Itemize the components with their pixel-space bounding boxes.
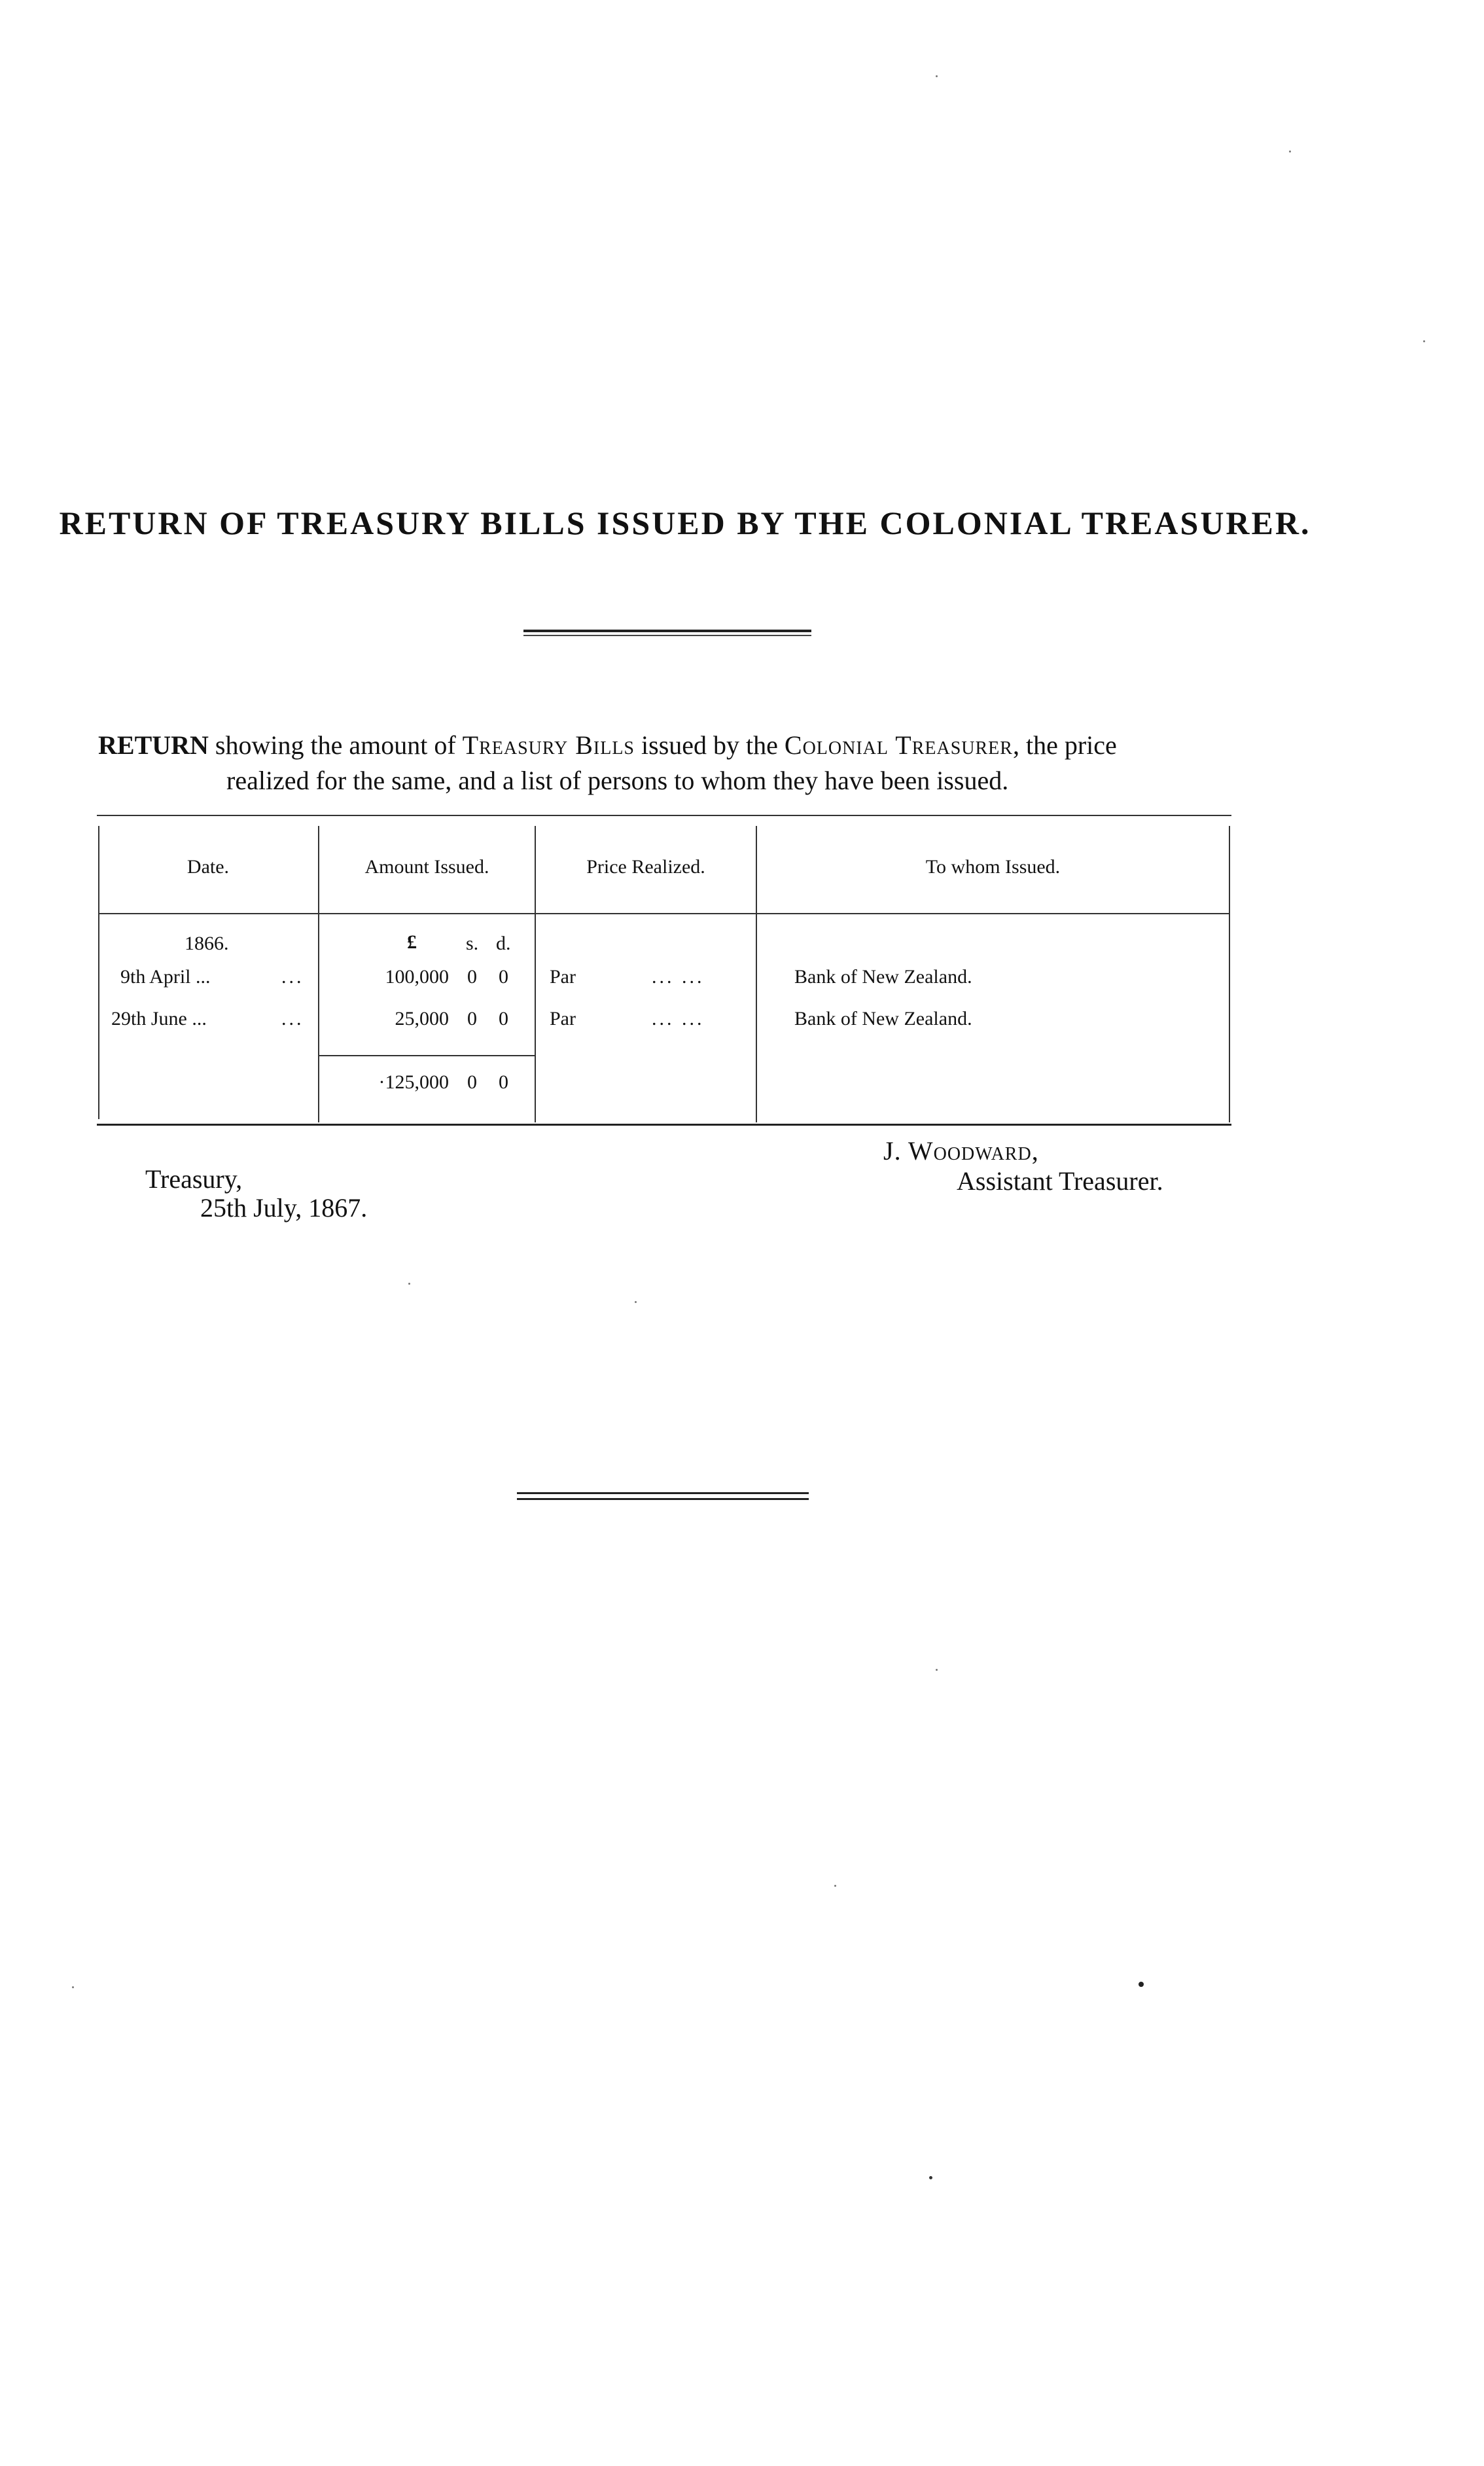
total-amount: ·125,000: [378, 1071, 449, 1093]
total-shillings: 0: [467, 1071, 477, 1093]
scan-speck: [1423, 340, 1425, 342]
row-1-date-dots: ...: [281, 966, 304, 988]
row-2-recipient: Bank of New Zealand.: [794, 1008, 972, 1029]
place-label: Treasury,: [145, 1164, 243, 1194]
row-2-amount: 25,000: [395, 1008, 449, 1029]
amount-total-rule: [319, 1055, 535, 1056]
row-2-date: 29th June ...: [111, 1008, 207, 1029]
header-date: Date.: [186, 856, 230, 878]
row-1-recipient: Bank of New Zealand.: [794, 966, 972, 988]
title-divider: [523, 630, 811, 636]
scan-speck: [72, 1986, 74, 1988]
intro-line-2: realized for the same, and a list of persons to whom they have been issued.: [226, 766, 1009, 795]
scan-speck: [936, 1669, 938, 1671]
row-2-date-dots: ...: [281, 1008, 304, 1029]
intro-lead: RETURN: [98, 730, 209, 760]
total-pence: 0: [499, 1071, 508, 1093]
place-date-block: [145, 1165, 367, 1223]
header-price-realized: Price Realized.: [586, 856, 705, 878]
row-1-price-dots: ... ...: [652, 966, 705, 988]
signature-block: [883, 1136, 1163, 1196]
pounds-unit: £: [407, 931, 417, 953]
year-label: 1866.: [185, 933, 229, 954]
row-1-pence: 0: [499, 966, 508, 988]
row-1-amount: 100,000: [385, 966, 449, 988]
table-right-rule: [1229, 826, 1230, 1122]
scan-speck: [1139, 1982, 1144, 1987]
row-1-shillings: 0: [467, 966, 477, 988]
row-2-price-dots: ... ...: [652, 1008, 705, 1029]
row-2-pence: 0: [499, 1008, 508, 1029]
scan-speck: [1289, 151, 1291, 152]
row-2-price: Par: [550, 1008, 576, 1029]
date-label: 25th July, 1867.: [200, 1193, 368, 1223]
header-amount-issued: Amount Issued.: [364, 856, 489, 878]
intro-paragraph: [98, 728, 1237, 798]
page-title: RETURN OF TREASURY BILLS ISSUED BY THE COLONIAL TREASURER.: [59, 505, 1311, 541]
row-1-date: 9th April ...: [120, 966, 211, 988]
scan-speck: [936, 75, 938, 77]
row-2-shillings: 0: [467, 1008, 477, 1029]
intro-colonial-treasurer: Colonial Treasurer: [784, 730, 1013, 760]
scan-speck: [929, 2176, 932, 2179]
row-1-price: Par: [550, 966, 576, 988]
pence-unit: d.: [496, 933, 511, 954]
signatory-role: Assistant Treasurer.: [957, 1166, 1163, 1196]
scan-speck: [408, 1283, 410, 1285]
intro-text-3: , the price: [1012, 730, 1117, 760]
signatory-name: J. Woodward,: [883, 1136, 1039, 1166]
intro-text-2: issued by the: [635, 730, 785, 760]
scan-speck: [635, 1301, 637, 1303]
header-to-whom-issued: To whom Issued.: [925, 856, 1061, 878]
intro-treasury-bills: Treasury Bills: [462, 730, 635, 760]
scan-speck: [834, 1885, 836, 1887]
table-header-rule: [98, 913, 1230, 914]
end-divider: [517, 1492, 809, 1499]
shillings-unit: s.: [466, 933, 479, 954]
intro-text-1: showing the amount of: [208, 730, 463, 760]
